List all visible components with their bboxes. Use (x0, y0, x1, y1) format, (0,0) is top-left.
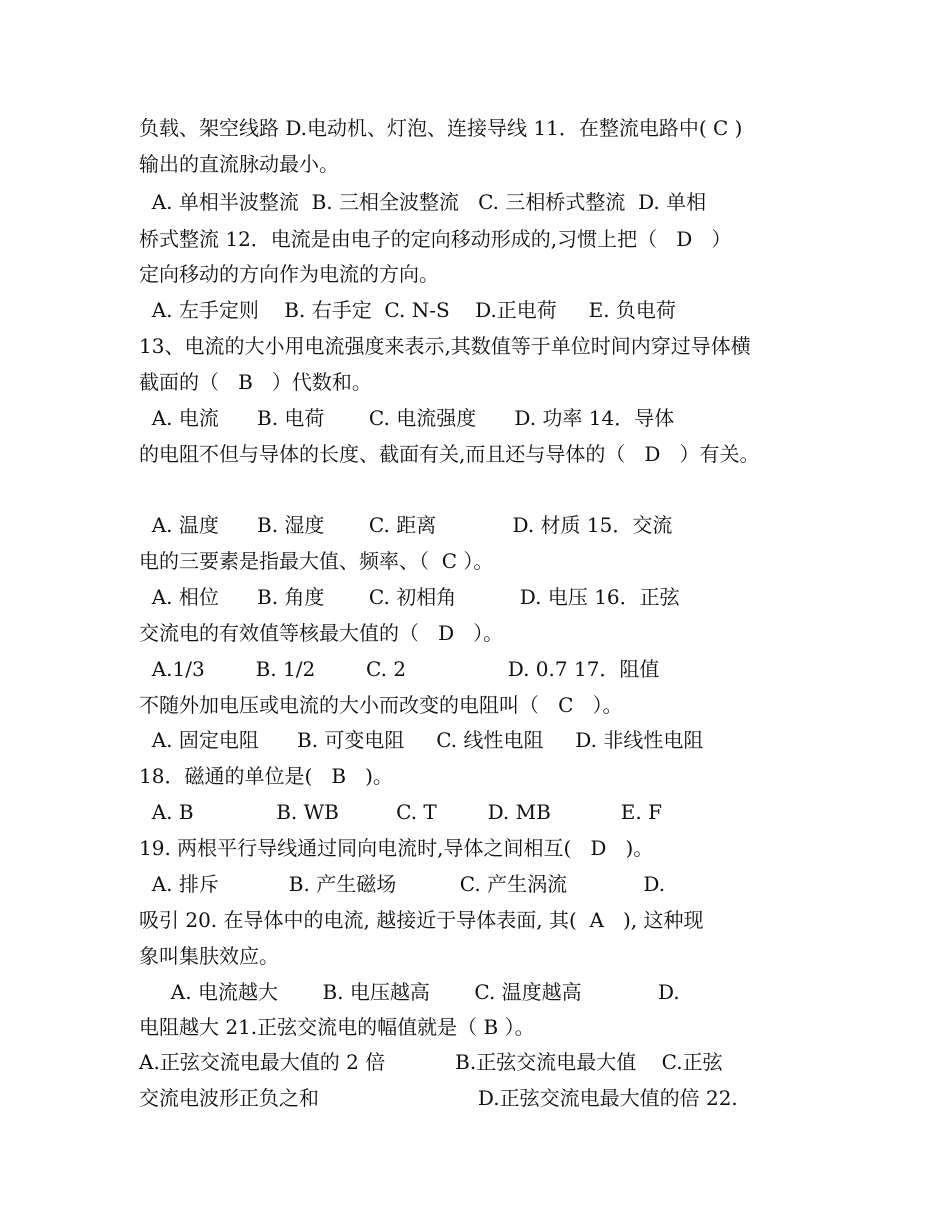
text-line: A.1/3 B. 1/2 C. 2 D. 0.7 17．阻值 (139, 657, 660, 681)
text-line: 截面的（ B ）代数和。 (139, 370, 372, 394)
text-line: 吸引 20. 在导体中的电流, 越接近于导体表面, 其( A ), 这种现 (139, 908, 704, 932)
text-line: 桥式整流 12．电流是由电子的定向移动形成的,习惯上把（ D ） (139, 227, 732, 251)
text-line: A. 左手定则 B. 右手定 C. N-S D.正电荷 E. 负电荷 (139, 298, 676, 322)
text-line: 交流电的有效值等核最大值的（ D ）。 (139, 621, 504, 645)
text-line: 定向移动的方向作为电流的方向。 (139, 262, 439, 286)
text-line: A. 温度 B. 湿度 C. 距离 D. 材质 15．交流 (139, 513, 673, 537)
text-line: 的电阻不但与导体的长度、截面有关,而且还与导体的（ D ）有关。 (139, 442, 760, 466)
text-line: A. 固定电阻 B. 可变电阻 C. 线性电阻 D. 非线性电阻 (139, 728, 704, 752)
text-line: 输出的直流脉动最小。 (139, 152, 339, 176)
text-line: 13、电流的大小用电流强度来表示,其数值等于单位时间内穿过导体横 (139, 334, 751, 358)
text-line: A. 排斥 B. 产生磁场 C. 产生涡流 D. (139, 872, 666, 896)
text-line: 象叫集肤效应。 (139, 944, 279, 968)
text-line: 19. 两根平行导线通过同向电流时,导体之间相互( D )。 (139, 836, 654, 860)
text-line: A. B B. WB C. T D. MB E. F (139, 800, 662, 824)
text-line: A.正弦交流电最大值的 2 倍 B.正弦交流电最大值 C.正弦 (139, 1050, 723, 1074)
text-line: A. 相位 B. 角度 C. 初相角 D. 电压 16．正弦 (139, 585, 680, 609)
text-line: A. 单相半波整流 B. 三相全波整流 C. 三相桥式整流 D. 单相 (139, 190, 707, 214)
text-line: 电阻越大 21.正弦交流电的幅值就是（ B ）。 (139, 1015, 535, 1039)
text-line: 不随外加电压或电流的大小而改变的电阻叫（ C ）。 (139, 693, 623, 717)
text-line: 18．磁通的单位是( B )。 (139, 764, 393, 788)
text-line: 电的三要素是指最大值、频率、（ C ）。 (139, 549, 494, 573)
text-line: A. 电流 B. 电荷 C. 电流强度 D. 功率 14．导体 (139, 406, 675, 430)
text-line: 负载、架空线路 D.电动机、灯泡、连接导线 11．在整流电路中( C ) (139, 116, 743, 140)
text-line: A. 电流越大 B. 电压越高 C. 温度越高 D. (139, 980, 680, 1004)
text-line: 交流电波形正负之和 D.正弦交流电最大值的倍 22. (139, 1086, 738, 1110)
